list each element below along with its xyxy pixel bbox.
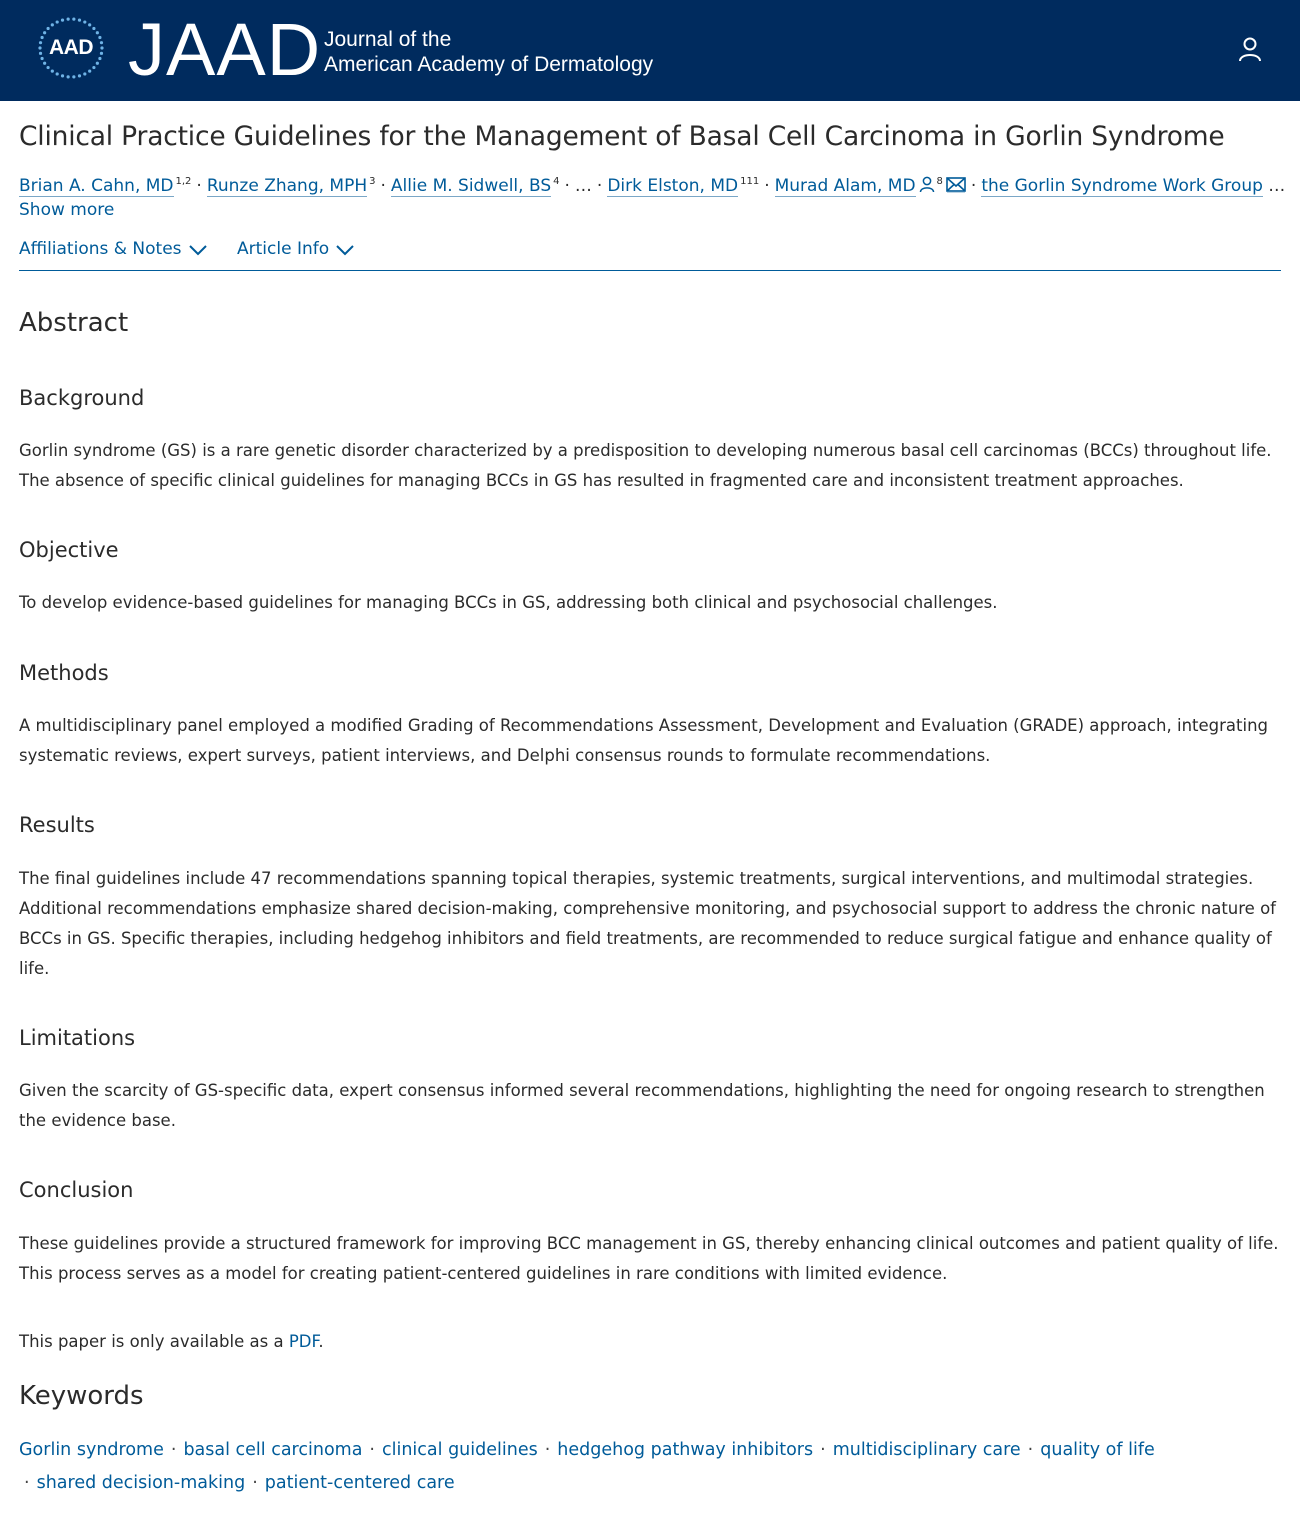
logo-ring-dot (92, 27, 95, 30)
section-heading-methods: Methods (19, 661, 109, 685)
keyword-link[interactable]: quality of life (1040, 1440, 1155, 1460)
keyword-separator: · (544, 1440, 551, 1460)
logo-ring-dot (56, 72, 59, 75)
chevron-down-icon (335, 243, 355, 257)
author-separator: · (196, 176, 202, 196)
site-header (0, 0, 1300, 101)
author-link[interactable]: Brian A. Cahn, MD (19, 176, 174, 196)
logo-ring-dot (67, 18, 70, 21)
logo-ring-dot (56, 20, 59, 23)
aad-logo[interactable] (36, 16, 106, 80)
author-separator: · (380, 176, 386, 196)
logo-ring-dot (72, 75, 75, 78)
author-separator: · (564, 176, 570, 196)
tab-label: Article Info (237, 239, 330, 259)
logo-ring-dot (46, 27, 49, 30)
keyword-link[interactable]: clinical guidelines (382, 1440, 538, 1460)
author-separator: · (596, 176, 603, 196)
keyword-separator: · (820, 1440, 826, 1460)
logo-ring-dot (83, 72, 86, 75)
section-text-background: Gorlin syndrome (GS) is a rare genetic disorder characterized by a predisposition to developing numerous basal cell carcinomas (BCCs) throughout life. The absence of specific clinical guidelines for managing BCCs in GS has resulted in fragmented care and inconsistent treatment approaches. (19, 441, 1272, 490)
keyword-separator: · (24, 1473, 30, 1493)
logo-ring-dot (92, 66, 95, 69)
section-heading-results: Results (19, 813, 95, 837)
logo-ring-dot (88, 70, 91, 73)
keyword-link[interactable]: Gorlin syndrome (19, 1440, 164, 1460)
logo-ring-dot (67, 75, 70, 78)
author-affiliation: 8 (936, 176, 943, 187)
email-icon[interactable] (946, 176, 966, 200)
author-separator: · (764, 176, 770, 196)
keyword-separator: · (252, 1473, 258, 1493)
keyword-link[interactable]: basal cell carcinoma (183, 1440, 363, 1460)
section-heading-objective: Objective (19, 538, 119, 562)
abstract-heading: Abstract (19, 308, 129, 338)
logo-ring-dot (43, 31, 46, 34)
tab-article-info[interactable] (237, 239, 355, 259)
section-text-limitations: Given the scarcity of GS-specific data, expert consensus informed several recommendations, highlighting the need for ongoing research to strengthen the evidence base. (19, 1081, 1265, 1130)
pdf-note-suffix: . (318, 1332, 324, 1351)
tab-affiliations-notes[interactable] (19, 239, 208, 259)
logo-ring-dot (61, 19, 64, 22)
keyword-separator: · (1027, 1440, 1034, 1460)
author-ellipsis: … (1268, 176, 1286, 196)
section-text-objective: To develop evidence-based guidelines for managing BCCs in GS, addressing both clinical and psychosocial challenges. (19, 593, 998, 612)
tab-label: Affiliations & Notes (19, 239, 182, 259)
author-ellipsis: … (574, 176, 592, 196)
keyword-separator: · (170, 1440, 177, 1460)
logo-ring-dot (83, 20, 86, 23)
pdf-note-prefix: This paper is only available as a (19, 1332, 289, 1351)
author-link[interactable]: Runze Zhang, MPH (206, 176, 368, 196)
corresponding-author-icon (919, 176, 935, 200)
logo-ring-dot (78, 74, 81, 77)
author-link-workgroup[interactable]: the Gorlin Syndrome Work Group (981, 176, 1263, 196)
section-heading-conclusion: Conclusion (19, 1178, 134, 1202)
author-affiliation: 4 (553, 176, 560, 187)
journal-name (324, 27, 653, 77)
section-text-results: The final guidelines include 47 recommendations spanning topical therapies, systemic treatments, surgical interventions, and multimodal strategies. Additional recommendations emphasize shared decision-making, comprehensive monitoring, and psychosocial support to address the chronic nature of BCCs in GS. Specific therapies, including hedgehog inhibitors and field treatments, are recommended to reduce surgical fatigue and enhance quality of life. (19, 869, 1276, 978)
section-text-conclusion: These guidelines provide a structured framework for improving BCC management in GS, thereby enhancing clinical outcomes and patient quality of life. This process serves as a model for creating patient-centered guidelines in rare conditions with limited evidence. (19, 1234, 1279, 1283)
article-title: Clinical Practice Guidelines for the Management of Basal Cell Carcinoma in Gorlin Syndrome (19, 121, 1225, 152)
pdf-availability-note (19, 1332, 324, 1351)
author-affiliation: 1,2 (175, 176, 192, 187)
keywords-heading: Keywords (19, 1381, 144, 1411)
logo-ring-dot (96, 62, 99, 65)
chevron-down-icon (188, 243, 208, 257)
section-heading-limitations: Limitations (19, 1026, 136, 1050)
logo-ring-dot (72, 18, 75, 21)
keywords-row (19, 1473, 455, 1493)
section-heading-background: Background (19, 386, 145, 410)
logo-ring-dot (61, 74, 64, 77)
author-link[interactable]: Dirk Elston, MD (607, 176, 739, 196)
keyword-link[interactable]: shared decision-making (36, 1473, 246, 1493)
keyword-separator: · (369, 1440, 375, 1460)
logo-ring-dot (96, 31, 99, 34)
author-affiliation: 3 (369, 176, 376, 187)
logo-ring-dot (78, 19, 81, 22)
jaad-brand[interactable]: JAAD (128, 8, 322, 91)
article-info-tabs (19, 239, 1281, 271)
author-link[interactable]: Murad Alam, MD (774, 176, 916, 196)
aad-logo-text: AAD (49, 36, 93, 59)
author-link[interactable]: Allie M. Sidwell, BS (390, 176, 552, 196)
keywords-row (19, 1440, 1155, 1460)
journal-name-line2: American Academy of Dermatology (324, 53, 654, 76)
logo-ring-dot (51, 70, 54, 73)
keyword-link[interactable]: hedgehog pathway inhibitors (557, 1440, 814, 1460)
author-separator: · (970, 176, 977, 196)
keyword-link[interactable]: patient-centered care (264, 1473, 455, 1493)
journal-name-line1: Journal of the (324, 28, 452, 51)
logo-ring-dot (88, 23, 91, 26)
section-text-methods: A multidisciplinary panel employed a modified Grading of Recommendations Assessment, Development and Evaluation (GRADE) approach, integrating systematic reviews, expert surveys, patient interviews, and Delphi consensus rounds to formulate recommendations. (19, 716, 1269, 765)
pdf-link[interactable]: PDF (288, 1332, 319, 1351)
user-icon[interactable] (1237, 36, 1263, 62)
keyword-link[interactable]: multidisciplinary care (832, 1440, 1021, 1460)
logo-ring-dot (43, 62, 46, 65)
author-affiliation: 111 (740, 176, 760, 187)
author-list (19, 170, 1289, 200)
logo-ring-dot (46, 66, 49, 69)
show-more-authors[interactable]: Show more (19, 200, 115, 220)
logo-ring-dot (51, 23, 54, 26)
